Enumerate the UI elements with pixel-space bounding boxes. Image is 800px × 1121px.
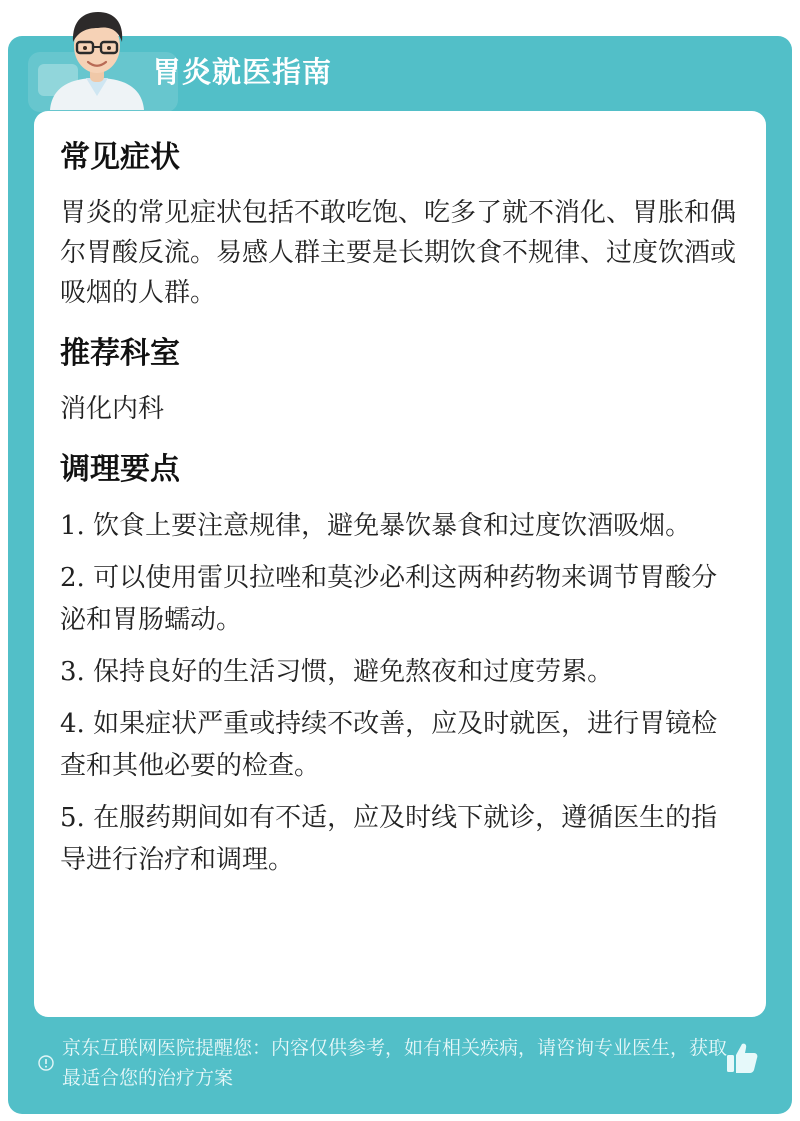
list-item-text: 饮食上要注意规律，避免暴饮暴食和过度饮酒吸烟。 xyxy=(93,511,692,541)
thumbs-up-icon[interactable] xyxy=(724,1040,760,1076)
list-item xyxy=(60,651,740,693)
list-item xyxy=(60,703,740,787)
content-card xyxy=(34,111,766,1017)
list-item-text: 保持良好的生活习惯，避免熬夜和过度劳累。 xyxy=(93,657,614,687)
list-item-number: 3. xyxy=(60,657,85,687)
list-item xyxy=(60,797,740,881)
disclaimer-text: 京东互联网医院提醒您：内容仅供参考，如有相关疾病，请咨询专业医生，获取最适合您的治疗方案 xyxy=(62,1037,728,1089)
list-item-text: 可以使用雷贝拉唑和莫沙必利这两种药物来调节胃酸分泌和胃肠蠕动。 xyxy=(60,563,718,635)
list-item-number: 4. xyxy=(60,709,85,739)
symptoms-heading: 常见症状 xyxy=(60,140,180,175)
doctor-avatar xyxy=(42,6,152,110)
list-item-number: 2. xyxy=(60,563,85,593)
list-item-text: 如果症状严重或持续不改善，应及时就医，进行胃镜检查和其他必要的检查。 xyxy=(60,709,718,781)
list-item xyxy=(60,505,740,547)
info-icon xyxy=(38,1055,54,1071)
symptoms-text: 胃炎的常见症状包括不敢吃饱、吃多了就不消化、胃胀和偶尔胃酸反流。易感人群主要是长期饮食不规律、过度饮酒或吸烟的人群。 xyxy=(60,198,737,308)
care-list xyxy=(60,505,740,881)
list-item-number: 5. xyxy=(60,803,85,833)
department-heading: 推荐科室 xyxy=(60,336,180,371)
list-item-text: 在服药期间如有不适，应及时线下就诊，遵循医生的指导进行治疗和调理。 xyxy=(60,803,718,875)
care-heading: 调理要点 xyxy=(60,452,180,487)
list-item-number: 1. xyxy=(60,511,85,541)
department-text: 消化内科 xyxy=(60,394,165,424)
list-item xyxy=(60,557,740,641)
page-title: 胃炎就医指南 xyxy=(152,55,333,89)
